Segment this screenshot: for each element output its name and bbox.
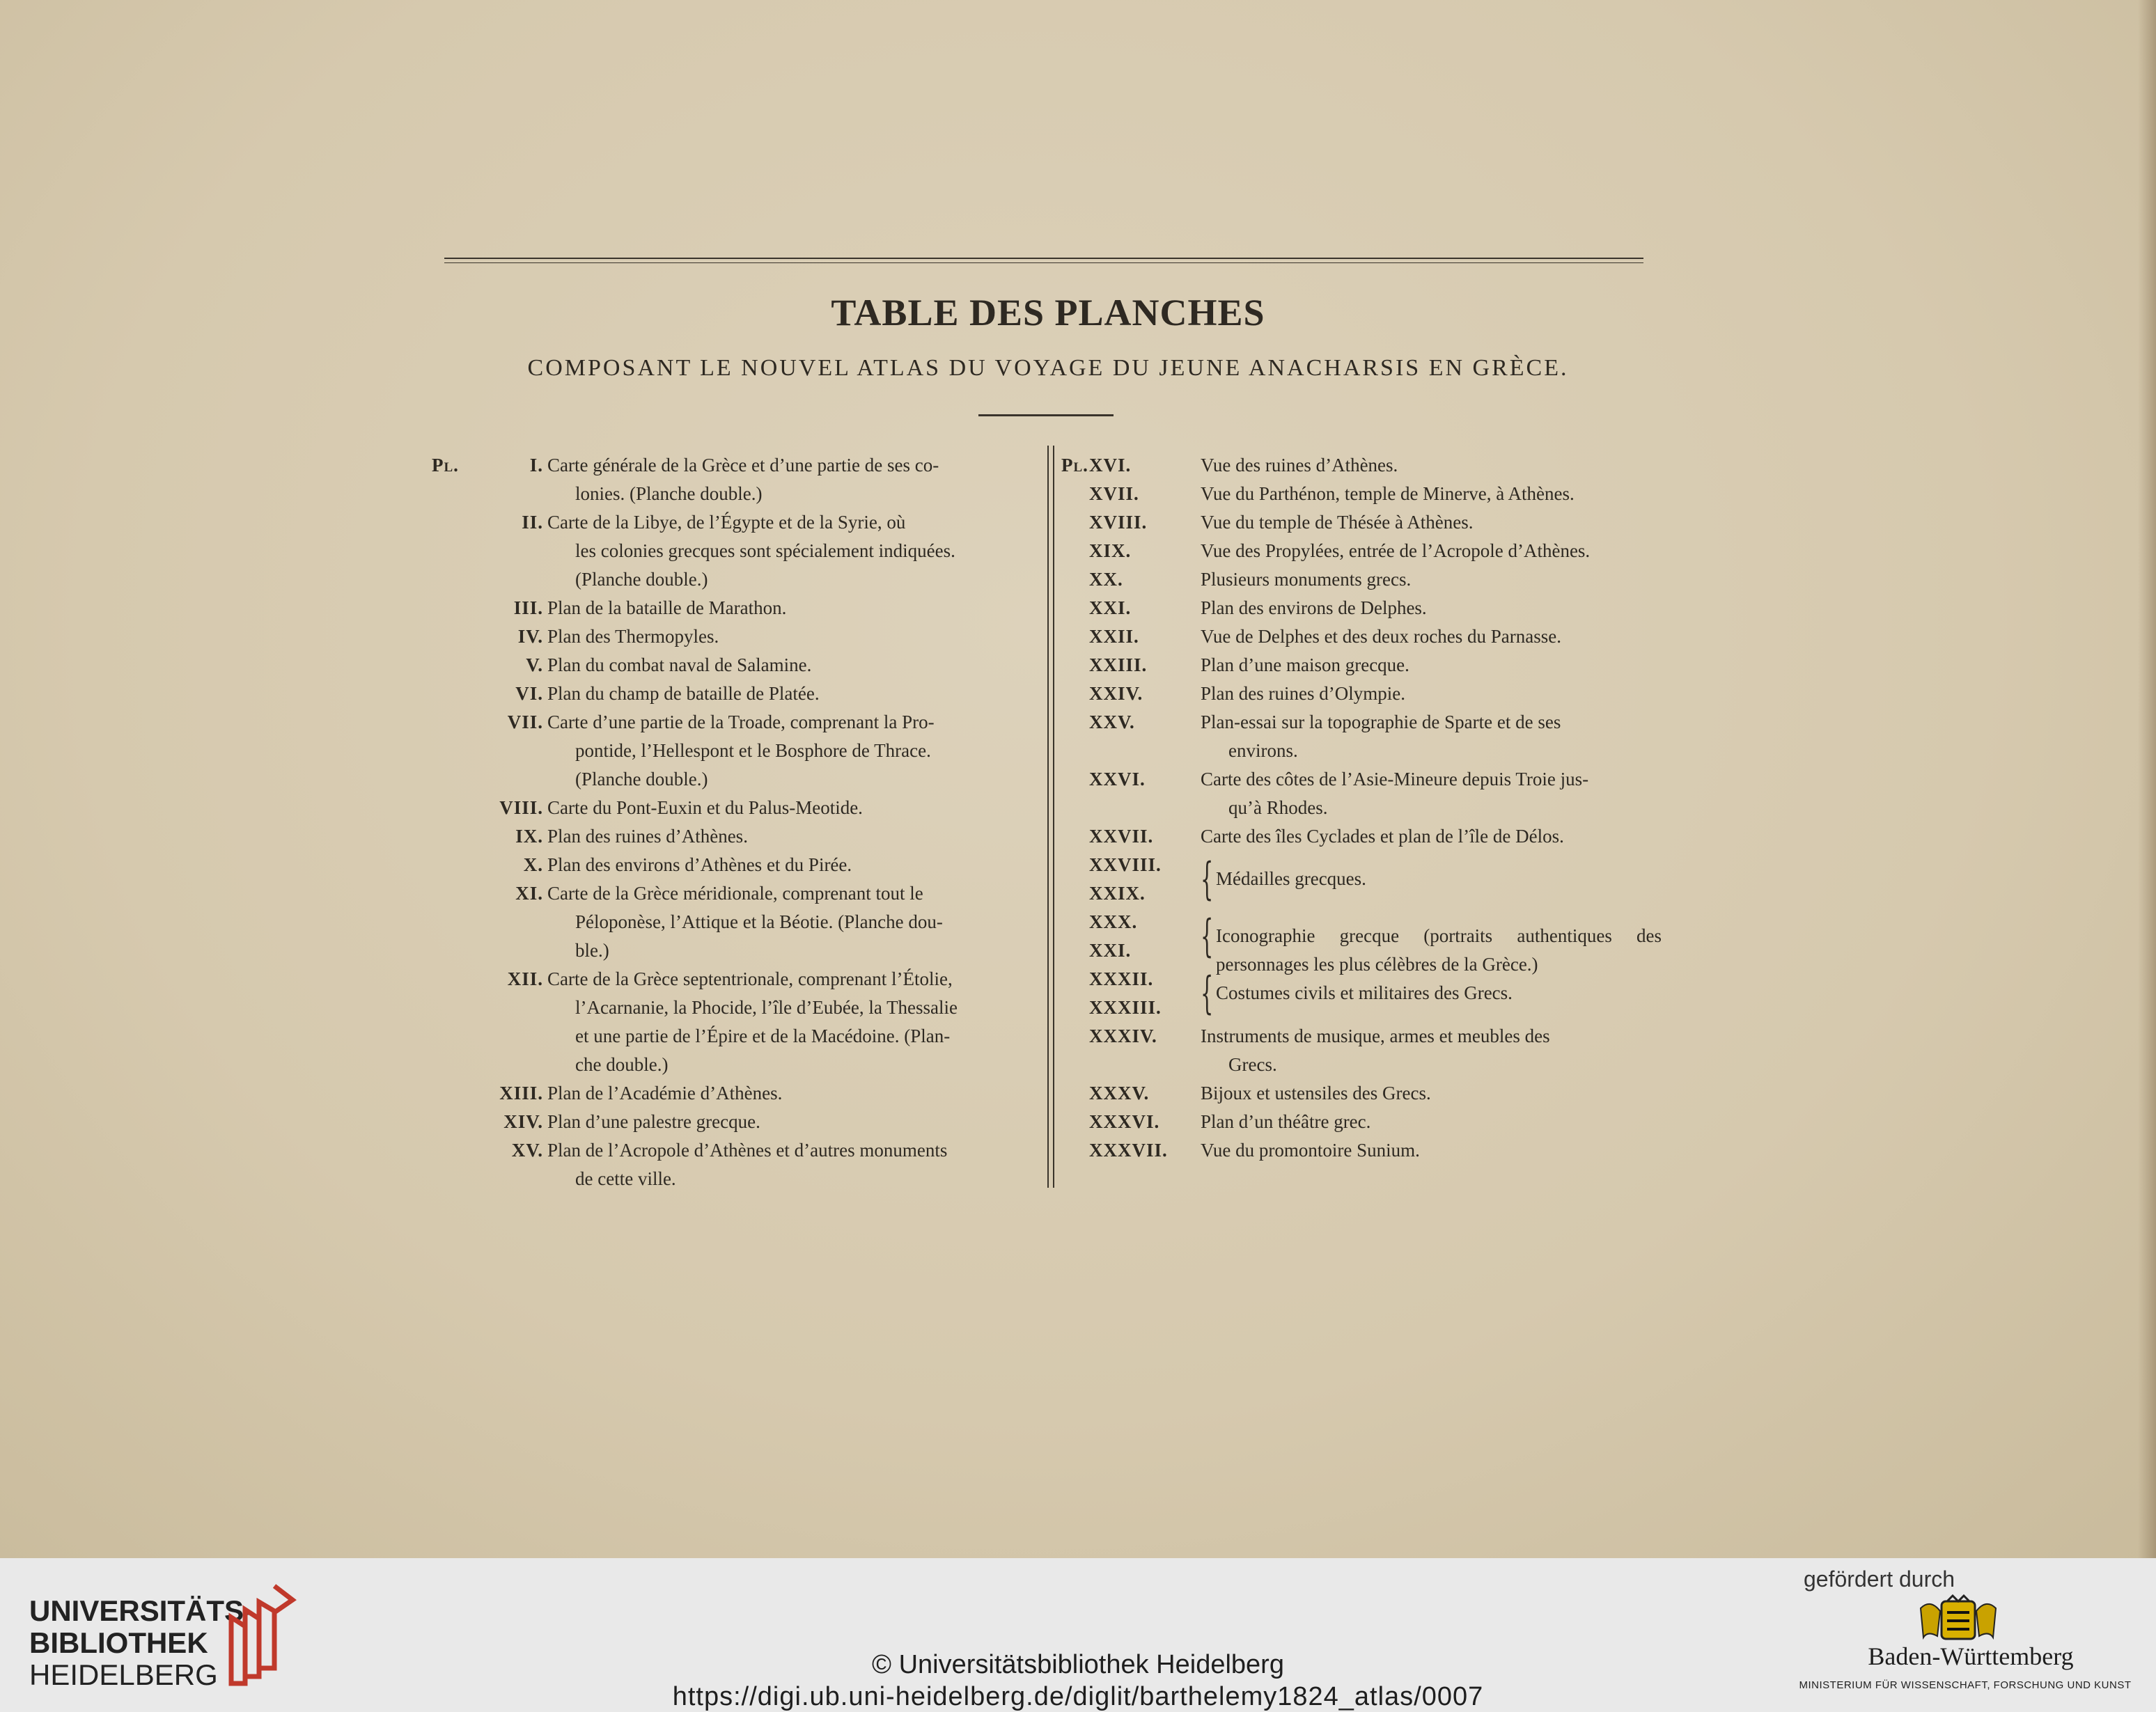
- baden-wuerttemberg-crest-icon[interactable]: [1916, 1594, 2000, 1644]
- plate-description-line: l’Acarnanie, la Phocide, l’île d’Eubée, la Thessalie: [575, 997, 958, 1018]
- plate-entry: [1061, 708, 1662, 765]
- plate-description-line: Plan des environs d’Athènes et du Pirée.: [547, 854, 852, 875]
- plate-entry: [432, 879, 1036, 965]
- plate-number: XXV.: [1089, 712, 1135, 732]
- plate-number: XXVI.: [1089, 769, 1146, 790]
- plate-number: XXX.: [1089, 911, 1138, 932]
- plate-entry: [432, 508, 1036, 594]
- plate-description-line: Plan des ruines d’Athènes.: [547, 826, 748, 847]
- sponsor-ministry: MINISTERIUM FÜR WISSENSCHAFT, FORSCHUNG UND KUNST: [1799, 1679, 2132, 1691]
- plate-description: [1201, 594, 1662, 622]
- plate-description: [547, 1079, 1036, 1108]
- plate-description-line: pontide, l’Hellespont et le Bosphore de Thrace.: [575, 740, 931, 761]
- plate-number: XXVII.: [1089, 826, 1154, 847]
- plate-description: [547, 708, 1036, 794]
- plate-description: [1201, 622, 1662, 651]
- plate-entry: [432, 451, 1036, 508]
- plate-description-line: Vue du promontoire Sunium.: [1201, 1140, 1420, 1161]
- plate-number: XXXVII.: [1089, 1140, 1168, 1161]
- plate-description: [547, 794, 1036, 822]
- plate-entry: [1061, 594, 1662, 622]
- page-subtitle: COMPOSANT LE NOUVEL ATLAS DU VOYAGE DU JEUNE ANACHARSIS EN GRÈCE.: [527, 355, 1569, 381]
- plate-description-line: environs.: [1228, 740, 1298, 761]
- page-binding-shadow: [2138, 0, 2156, 1558]
- plate-description-line: Carte générale de la Grèce et d’une partie de ses co-: [547, 455, 939, 476]
- sponsor-label: gefördert durch: [1804, 1566, 1955, 1592]
- plate-number: XVII.: [1089, 483, 1139, 504]
- plate-number: XXVIII.: [1089, 854, 1162, 875]
- plate-entry: [1061, 822, 1662, 851]
- plate-number: VIII.: [499, 797, 543, 818]
- plate-description-line: Plusieurs monuments grecs.: [1201, 569, 1412, 590]
- plate-description: [1201, 822, 1662, 851]
- plate-description-line: Grecs.: [1228, 1054, 1277, 1075]
- plate-group-description: Iconographie grecque (portraits authentiques des personnages les plus célèbres de la Grèce.): [1216, 925, 1662, 975]
- plates-column-left: [432, 451, 1036, 1193]
- plate-description-line: Plan d’un théâtre grec.: [1201, 1111, 1371, 1132]
- plate-entry: [1061, 1079, 1662, 1108]
- plate-description: [547, 965, 1036, 1079]
- plate-description-line: Instruments de musique, armes et meubles des: [1201, 1026, 1550, 1046]
- plate-entry: [432, 680, 1036, 708]
- plate-description-line: qu’à Rhodes.: [1228, 797, 1328, 818]
- plate-entry: [432, 1136, 1036, 1193]
- column-divider-left: [1047, 446, 1049, 1188]
- plate-description-line: che double.): [575, 1054, 669, 1075]
- plate-group-description: Médailles grecques.: [1216, 868, 1366, 889]
- plate-description-line: Plan des ruines d’Olympie.: [1201, 683, 1405, 704]
- plate-number: XXIII.: [1089, 654, 1148, 675]
- plate-description-line: Plan d’une maison grecque.: [1201, 654, 1409, 675]
- plate-number: X.: [523, 854, 543, 875]
- viewer-footer: [0, 1558, 2156, 1712]
- plate-description-line: Carte de la Grèce méridionale, comprenant tout le: [547, 883, 923, 904]
- plate-description: [1201, 680, 1662, 708]
- plate-entry: [432, 594, 1036, 622]
- plate-description: [1201, 1079, 1662, 1108]
- plate-entry: [432, 822, 1036, 851]
- plate-description: [547, 622, 1036, 651]
- plate-description-line: Plan des environs de Delphes.: [1201, 597, 1427, 618]
- plate-description-line: Plan-essai sur la topographie de Sparte et de ses: [1201, 712, 1561, 732]
- plate-entry: [432, 965, 1036, 1079]
- plate-entry: [432, 708, 1036, 794]
- plate-number: XXI.: [1089, 597, 1132, 618]
- group-brace-icon: {: [1201, 854, 1214, 905]
- plate-description-line: Vue des Propylées, entrée de l’Acropole d’Athènes.: [1201, 540, 1591, 561]
- plate-number: XI.: [515, 883, 543, 904]
- plate-description-line: lonies. (Planche double.): [575, 483, 763, 504]
- plate-group-description: Costumes civils et militaires des Grecs.: [1216, 982, 1513, 1003]
- plate-entry: [1061, 1022, 1662, 1079]
- plate-description: [547, 1108, 1036, 1136]
- plate-entry: [1061, 508, 1662, 537]
- plate-group: [1061, 908, 1662, 975]
- plates-column-right: [1061, 451, 1662, 1165]
- copyright-notice: © Universitätsbibliothek Heidelberg: [872, 1650, 1284, 1679]
- plate-entry: [1061, 537, 1662, 565]
- plate-description: [1201, 480, 1662, 508]
- plate-number: XV.: [511, 1140, 543, 1161]
- plate-number: XVI.: [1089, 455, 1132, 476]
- plate-description-line: Carte de la Libye, de l’Égypte et de la Syrie, où: [547, 512, 906, 533]
- plate-description: [1201, 708, 1662, 765]
- plate-number: XXIV.: [1089, 683, 1143, 704]
- double-rule-bottom: [444, 262, 1643, 263]
- plate-prefix: Pl.: [1061, 455, 1088, 476]
- plate-entry: [432, 1108, 1036, 1136]
- plate-number: II.: [522, 512, 543, 533]
- plate-description-line: Carte des côtes de l’Asie-Mineure depuis Troie jus-: [1201, 769, 1589, 790]
- plate-entry: [1061, 680, 1662, 708]
- plate-description: [547, 822, 1036, 851]
- plate-number: XXXII.: [1089, 968, 1154, 989]
- plate-description: [547, 508, 1036, 594]
- plate-description-line: Bijoux et ustensiles des Grecs.: [1201, 1083, 1431, 1104]
- library-name-line1: UNIVERSITÄTS-: [29, 1594, 254, 1627]
- plate-description-line: de cette ville.: [575, 1168, 676, 1189]
- double-rule-top: [444, 258, 1643, 259]
- group-brace-icon: {: [1201, 911, 1214, 962]
- plate-number: XX.: [1089, 569, 1123, 590]
- plate-description-line: les colonies grecques sont spécialement indiquées.: [575, 540, 955, 561]
- plate-description-line: Carte du Pont-Euxin et du Palus-Meotide.: [547, 797, 863, 818]
- library-name-line3: HEIDELBERG: [29, 1658, 218, 1691]
- plate-entry: [1061, 1136, 1662, 1165]
- plate-description-line: Plan de la bataille de Marathon.: [547, 597, 787, 618]
- plate-number: IX.: [515, 826, 543, 847]
- plate-entry: [432, 622, 1036, 651]
- plate-description: [547, 851, 1036, 879]
- plate-description-line: Vue du Parthénon, temple de Minerve, à Athènes.: [1201, 483, 1575, 504]
- plate-entry: [432, 651, 1036, 680]
- plate-description: [547, 879, 1036, 965]
- plate-group: [1061, 851, 1662, 908]
- plate-description: [1201, 765, 1662, 822]
- plate-description: [1201, 451, 1662, 480]
- plate-description: [1201, 651, 1662, 680]
- plate-number: I.: [529, 455, 543, 476]
- plate-description-line: Vue du temple de Thésée à Athènes.: [1201, 512, 1474, 533]
- plate-description-line: Plan de l’Académie d’Athènes.: [547, 1083, 783, 1104]
- plate-number: XXIX.: [1089, 883, 1146, 904]
- plate-description-line: Vue de Delphes et des deux roches du Parnasse.: [1201, 626, 1561, 647]
- plate-description: [1201, 508, 1662, 537]
- plate-description-line: Plan d’une palestre grecque.: [547, 1111, 760, 1132]
- plate-description-line: (Planche double.): [575, 569, 708, 590]
- plate-description: [1201, 537, 1662, 565]
- plate-entry: [1061, 1108, 1662, 1136]
- plate-description-line: Carte des îles Cyclades et plan de l’île de Délos.: [1201, 826, 1564, 847]
- plate-number: XIV.: [503, 1111, 543, 1132]
- plate-description: [1201, 1108, 1662, 1136]
- plate-description: [1201, 1136, 1662, 1165]
- plate-number: V.: [526, 654, 543, 675]
- plate-number: XIX.: [1089, 540, 1132, 561]
- plate-entry: [1061, 565, 1662, 594]
- page-title: TABLE DES PLANCHES: [831, 292, 1265, 333]
- plate-description: [547, 594, 1036, 622]
- permalink-url[interactable]: https://digi.ub.uni-heidelberg.de/diglit/barthelemy1824_atlas/0007: [672, 1682, 1484, 1711]
- plate-description: [547, 1136, 1036, 1193]
- plate-description-line: Plan des Thermopyles.: [547, 626, 719, 647]
- plate-description-line: et une partie de l’Épire et de la Macédoine. (Plan-: [575, 1026, 951, 1046]
- plate-description-line: Carte d’une partie de la Troade, comprenant la Pro-: [547, 712, 935, 732]
- plate-description-line: Péloponèse, l’Attique et la Béotie. (Planche dou-: [575, 911, 943, 932]
- plate-description-line: Vue des ruines d’Athènes.: [1201, 455, 1398, 476]
- plate-number: XXXV.: [1089, 1083, 1150, 1104]
- plate-number: XII.: [507, 968, 543, 989]
- plate-entry: [1061, 622, 1662, 651]
- plate-description-line: Plan du champ de bataille de Platée.: [547, 683, 820, 704]
- plate-number: III.: [513, 597, 543, 618]
- plate-number: VII.: [507, 712, 543, 732]
- plate-number: XXI.: [1089, 940, 1132, 961]
- plate-description: [1201, 565, 1662, 594]
- plate-number: XXXIII.: [1089, 997, 1162, 1018]
- plate-description-line: (Planche double.): [575, 769, 708, 790]
- plate-entry: [1061, 480, 1662, 508]
- column-divider-right: [1053, 446, 1054, 1188]
- plate-number: XIII.: [499, 1083, 543, 1104]
- plate-prefix: Pl.: [432, 455, 459, 476]
- plate-group: [1061, 965, 1662, 1022]
- plate-description-line: Carte de la Grèce septentrionale, comprenant l’Étolie,: [547, 968, 953, 989]
- plate-number: XXII.: [1089, 626, 1139, 647]
- plate-description: [547, 451, 1036, 508]
- library-name-line2: BIBLIOTHEK: [29, 1626, 208, 1659]
- sponsor-name: Baden-Württemberg: [1868, 1642, 2074, 1670]
- group-brace-icon: {: [1201, 968, 1214, 1019]
- plate-description-line: ble.): [575, 940, 609, 961]
- plate-description-line: Plan de l’Acropole d’Athènes et d’autres monuments: [547, 1140, 948, 1161]
- title-divider: [978, 414, 1114, 416]
- plate-number: VI.: [515, 683, 543, 704]
- plate-entry: [432, 1079, 1036, 1108]
- plate-number: IV.: [517, 626, 543, 647]
- plate-entry: [1061, 451, 1662, 480]
- plate-number: XVIII.: [1089, 512, 1148, 533]
- plate-description: [547, 680, 1036, 708]
- plate-entry: [1061, 651, 1662, 680]
- plate-entry: [432, 851, 1036, 879]
- plate-entry: [1061, 765, 1662, 822]
- plate-entry: [432, 794, 1036, 822]
- plate-description-line: Plan du combat naval de Salamine.: [547, 654, 812, 675]
- plate-number: XXXIV.: [1089, 1026, 1157, 1046]
- plate-description: [1201, 1022, 1662, 1079]
- plate-number: XXXVI.: [1089, 1111, 1160, 1132]
- plate-description: [547, 651, 1036, 680]
